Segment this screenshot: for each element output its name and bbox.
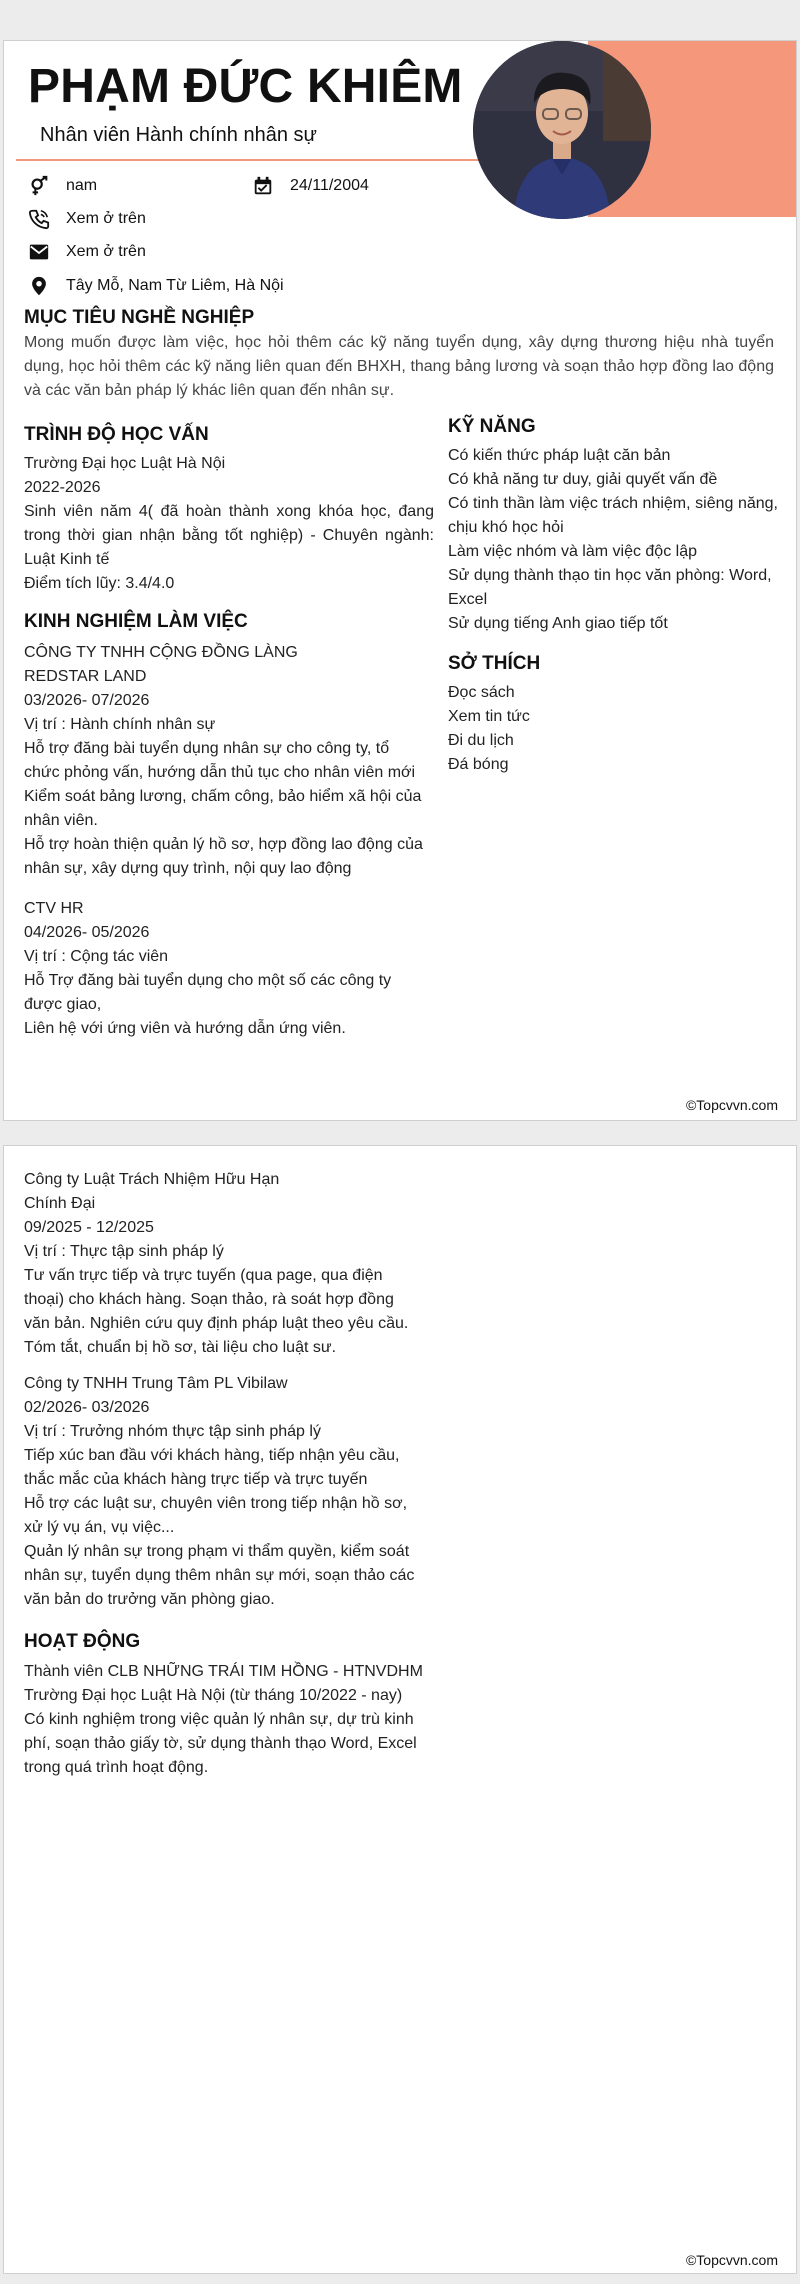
job-company: Công ty Luật Trách Nhiệm Hữu Hạn Chính Đại (24, 1171, 280, 1212)
contact-phone (28, 208, 146, 230)
job-period: 03/2026- 07/2026 (24, 692, 150, 709)
skill-item: Có tinh thần làm việc trách nhiệm, siêng năng, chịu khó học hỏi (448, 495, 778, 536)
email-text: Xem ở trên (66, 243, 146, 260)
hobby-item: Xem tin tức (448, 708, 530, 725)
activities-text: Thành viên CLB NHỮNG TRÁI TIM HỒNG - HTNVDHM Trường Đại học Luật Hà Nội (từ tháng 10/2022 - nay) Có kinh nghiệm trong việc quản lý nhân sự, dự trù kinh phí, soạn thảo giấy tờ, sử dụng thành thạo Word, Excel trong quá trình hoạt động. (24, 1663, 423, 1776)
phone-text: Xem ở trên (66, 210, 146, 227)
cv-page-2 (3, 1145, 797, 2274)
job-position: Vị trí : Cộng tác viên (24, 948, 169, 965)
job-position: Vị trí : Thực tập sinh pháp lý (24, 1243, 224, 1260)
experience-heading: KINH NGHIỆM LÀM VIỆC (24, 611, 248, 632)
job-details: Tư vấn trực tiếp và trực tuyến (qua page, qua điện thoại) cho khách hàng. Soạn thảo, rà soát hợp đồng văn bản. Nghiên cứu quy định pháp luật theo yêu cầu. Tóm tắt, chuẩn bị hồ sơ, tài liệu cho luật sư. (24, 1267, 409, 1356)
education-heading: TRÌNH ĐỘ HỌC VẤN (24, 424, 209, 445)
job-details: Hỗ Trợ đăng bài tuyển dụng cho một số các công ty được giao, Liên hệ với ứng viên và hướng dẫn ứng viên. (24, 972, 392, 1037)
job-period: 09/2025 - 12/2025 (24, 1219, 154, 1236)
education-period: 2022-2026 (24, 479, 101, 496)
job-period: 04/2026- 05/2026 (24, 924, 150, 941)
contact-email (28, 241, 146, 263)
objective-heading: MỤC TIÊU NGHỀ NGHIỆP (24, 307, 255, 328)
objective-text: Mong muốn được làm việc, học hỏi thêm các kỹ năng tuyển dụng, xây dựng thương hiệu nhà tuyển dụng, học hỏi thêm các kỹ năng liên quan đến BHXH, thang bảng lương và soạn thảo hợp đồng lao động và các văn bản pháp lý khác liên quan đến nhân sự. (24, 334, 774, 399)
avatar (473, 41, 651, 219)
phone-icon (28, 208, 50, 230)
birthday-text: 24/11/2004 (290, 177, 369, 194)
job-details: Hỗ trợ đăng bài tuyển dụng nhân sự cho công ty, tổ chức phỏng vấn, hướng dẫn thủ tục cho nhân viên mới Kiểm soát bảng lương, chấm công, bảo hiểm xã hội của nhân viên. Hỗ trợ hoàn thiện quản lý hồ sơ, hợp đồng lao động của nhân sự, xây dựng quy trình, nội quy lao động (24, 740, 423, 877)
skills-heading: KỸ NĂNG (448, 416, 536, 437)
hobby-item: Đi du lịch (448, 732, 514, 749)
skill-item: Có khả năng tư duy, giải quyết vấn đề (448, 471, 718, 488)
cv-page-1 (3, 40, 797, 1121)
gender-text: nam (66, 177, 98, 194)
candidate-name: PHẠM ĐỨC KHIÊM (28, 60, 463, 113)
candidate-job-title: Nhân viên Hành chính nhân sự (40, 124, 317, 146)
job-period: 02/2026- 03/2026 (24, 1399, 150, 1416)
education-description: Sinh viên năm 4( đã hoàn thành xong khóa học, đang trong thời gian nhận bằng tốt nghiệp) - Chuyên ngành: Luật Kinh tế (24, 503, 434, 568)
location-pin-icon (28, 275, 50, 297)
job-details: Tiếp xúc ban đầu với khách hàng, tiếp nhận yêu cầu, thắc mắc của khách hàng trực tiếp và trực tuyến Hỗ trợ các luật sư, chuyên viên trong tiếp nhận hồ sơ, xử lý vụ án, vụ việc... Quản lý nhân sự trong phạm vi thẩm quyền, kiểm soát nhân sự, tuyển dụng thêm nhân sự mới, soạn thảo các văn bản do trưởng văn phòng giao. (24, 1447, 415, 1608)
skill-item: Sử dụng tiếng Anh giao tiếp tốt (448, 615, 668, 632)
education-school: Trường Đại học Luật Hà Nội (24, 455, 226, 472)
activities-heading: HOẠT ĐỘNG (24, 1631, 141, 1652)
skill-item: Có kiến thức pháp luật căn bản (448, 447, 671, 464)
hobby-item: Đọc sách (448, 684, 515, 701)
mail-icon (28, 241, 50, 263)
address-text: Tây Mỗ, Nam Từ Liêm, Hà Nội (66, 277, 284, 294)
hobbies-heading: SỞ THÍCH (448, 653, 541, 674)
footer-watermark: ©Topcvvn.com (685, 2252, 778, 2268)
hobby-item: Đá bóng (448, 756, 509, 773)
header-divider (16, 159, 521, 161)
gender-icon (28, 175, 50, 197)
contact-birthday (252, 175, 369, 197)
skill-item: Làm việc nhóm và làm việc độc lập (448, 543, 697, 560)
contact-gender (28, 175, 97, 197)
job-company: CÔNG TY TNHH CỘNG ĐỒNG LÀNG REDSTAR LAND (24, 644, 298, 685)
contact-address (28, 275, 284, 297)
calendar-icon (252, 175, 274, 197)
job-company: Công ty TNHH Trung Tâm PL Vibilaw (24, 1375, 288, 1392)
education-gpa: Điểm tích lũy: 3.4/4.0 (24, 575, 175, 592)
job-company: CTV HR (24, 900, 84, 917)
skill-item: Sử dụng thành thạo tin học văn phòng: Word, Excel (448, 567, 772, 608)
job-position: Vị trí : Hành chính nhân sự (24, 716, 216, 733)
job-position: Vị trí : Trưởng nhóm thực tập sinh pháp lý (24, 1423, 321, 1440)
footer-watermark: ©Topcvvn.com (685, 1097, 778, 1113)
